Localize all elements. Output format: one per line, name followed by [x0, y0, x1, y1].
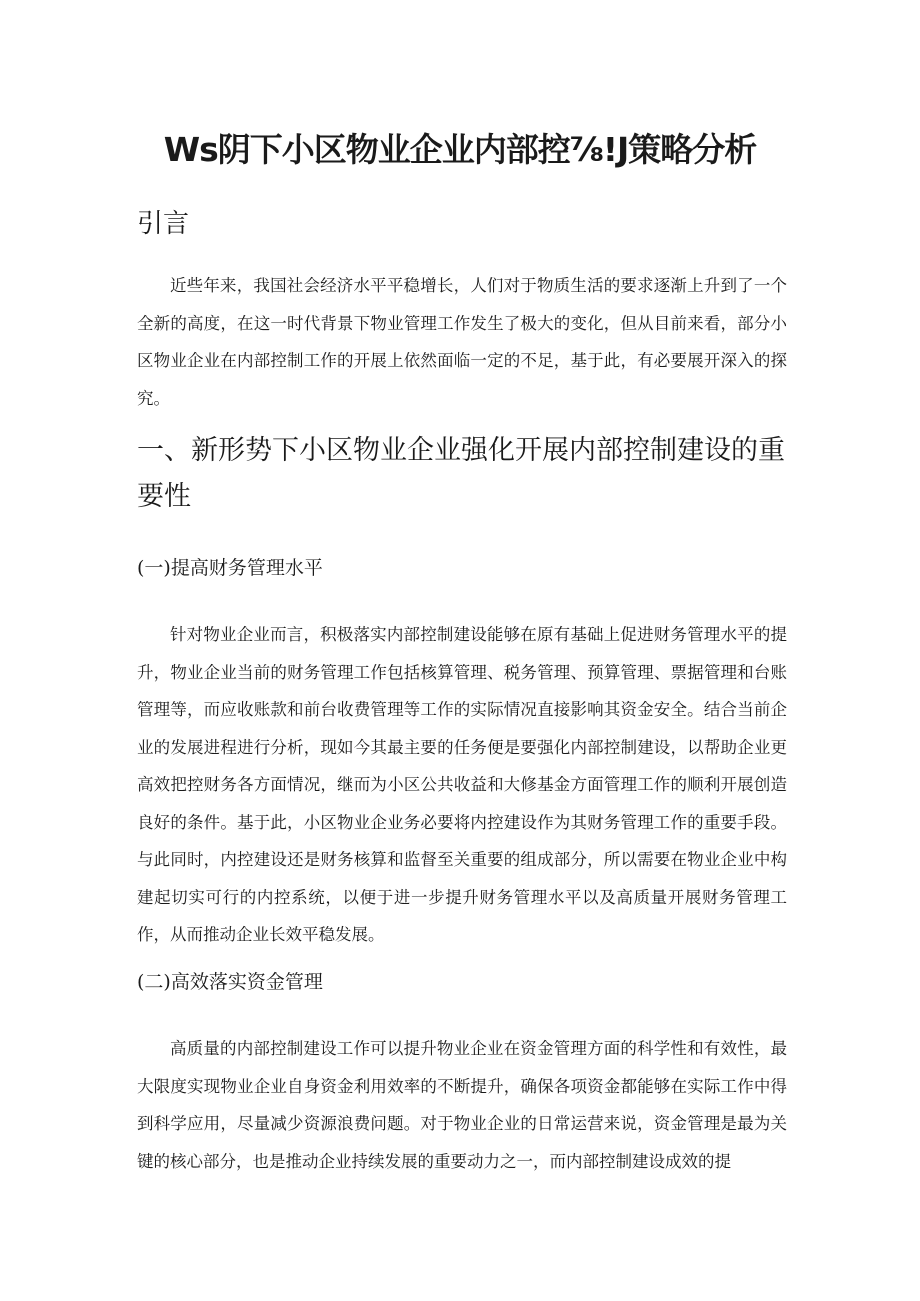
subsection-2-heading: (二)高效落实资金管理 [137, 971, 323, 993]
subsection-2-paragraph: 高质量的内部控制建设工作可以提升物业企业在资金管理方面的科学性和有效性，最大限度实现物业企业自身资金利用效率的不断提升，确保各项资金都能够在实际工作中得到科学应用，尽量减少资源浪费问题。对于物业企业的日常运营来说，资金管理是最为关键的核心部分，也是推动企业持续发展的重要动力之一，而内部控制建设成效的提 [137, 1039, 787, 1171]
document-title: Ws阴下小区物业企业内部控⅞!J策略分析 [163, 130, 757, 169]
subsection-1-paragraph: 针对物业企业而言，积极落实内部控制建设能够在原有基础上促进财务管理水平的提升，物业企业当前的财务管理工作包括核算管理、税务管理、预算管理、票据管理和台账管理等，而应收账款和前台收费管理等工作的实际情况直接影响其资金安全。结合当前企业的发展进程进行分析，现如今其最主要的任务便是要强化内部控制建设，以帮助企业更高效把控财务各方面情况，继而为小区公共收益和大修基金方面管理工作的顺利开展创造良好的条件。基于此，小区物业企业务必要将内控建设作为其财务管理工作的重要手段。与此同时，内控建设还是财务核算和监督至关重要的组成部分，所以需要在物业企业中构建起切实可行的内控系统，以便于进一步提升财务管理水平以及高质量开展财务管理工作，从而推动企业长效平稳发展。 [137, 625, 787, 944]
subsection-1-heading: (一)提高财务管理水平 [137, 557, 323, 579]
intro-heading: 引言 [137, 209, 190, 239]
intro-paragraph: 近些年来，我国社会经济水平平稳增长，人们对于物质生活的要求逐渐上升到了一个全新的高度，在这一时代背景下物业管理工作发生了极大的变化，但从目前来看，部分小区物业企业在内部控制工作的开展上依然面临一定的不足，基于此，有必要展开深入的探究。 [137, 276, 787, 408]
section-1-heading: 一、新形势下小区物业企业强化开展内部控制建设的重要性 [137, 435, 785, 512]
